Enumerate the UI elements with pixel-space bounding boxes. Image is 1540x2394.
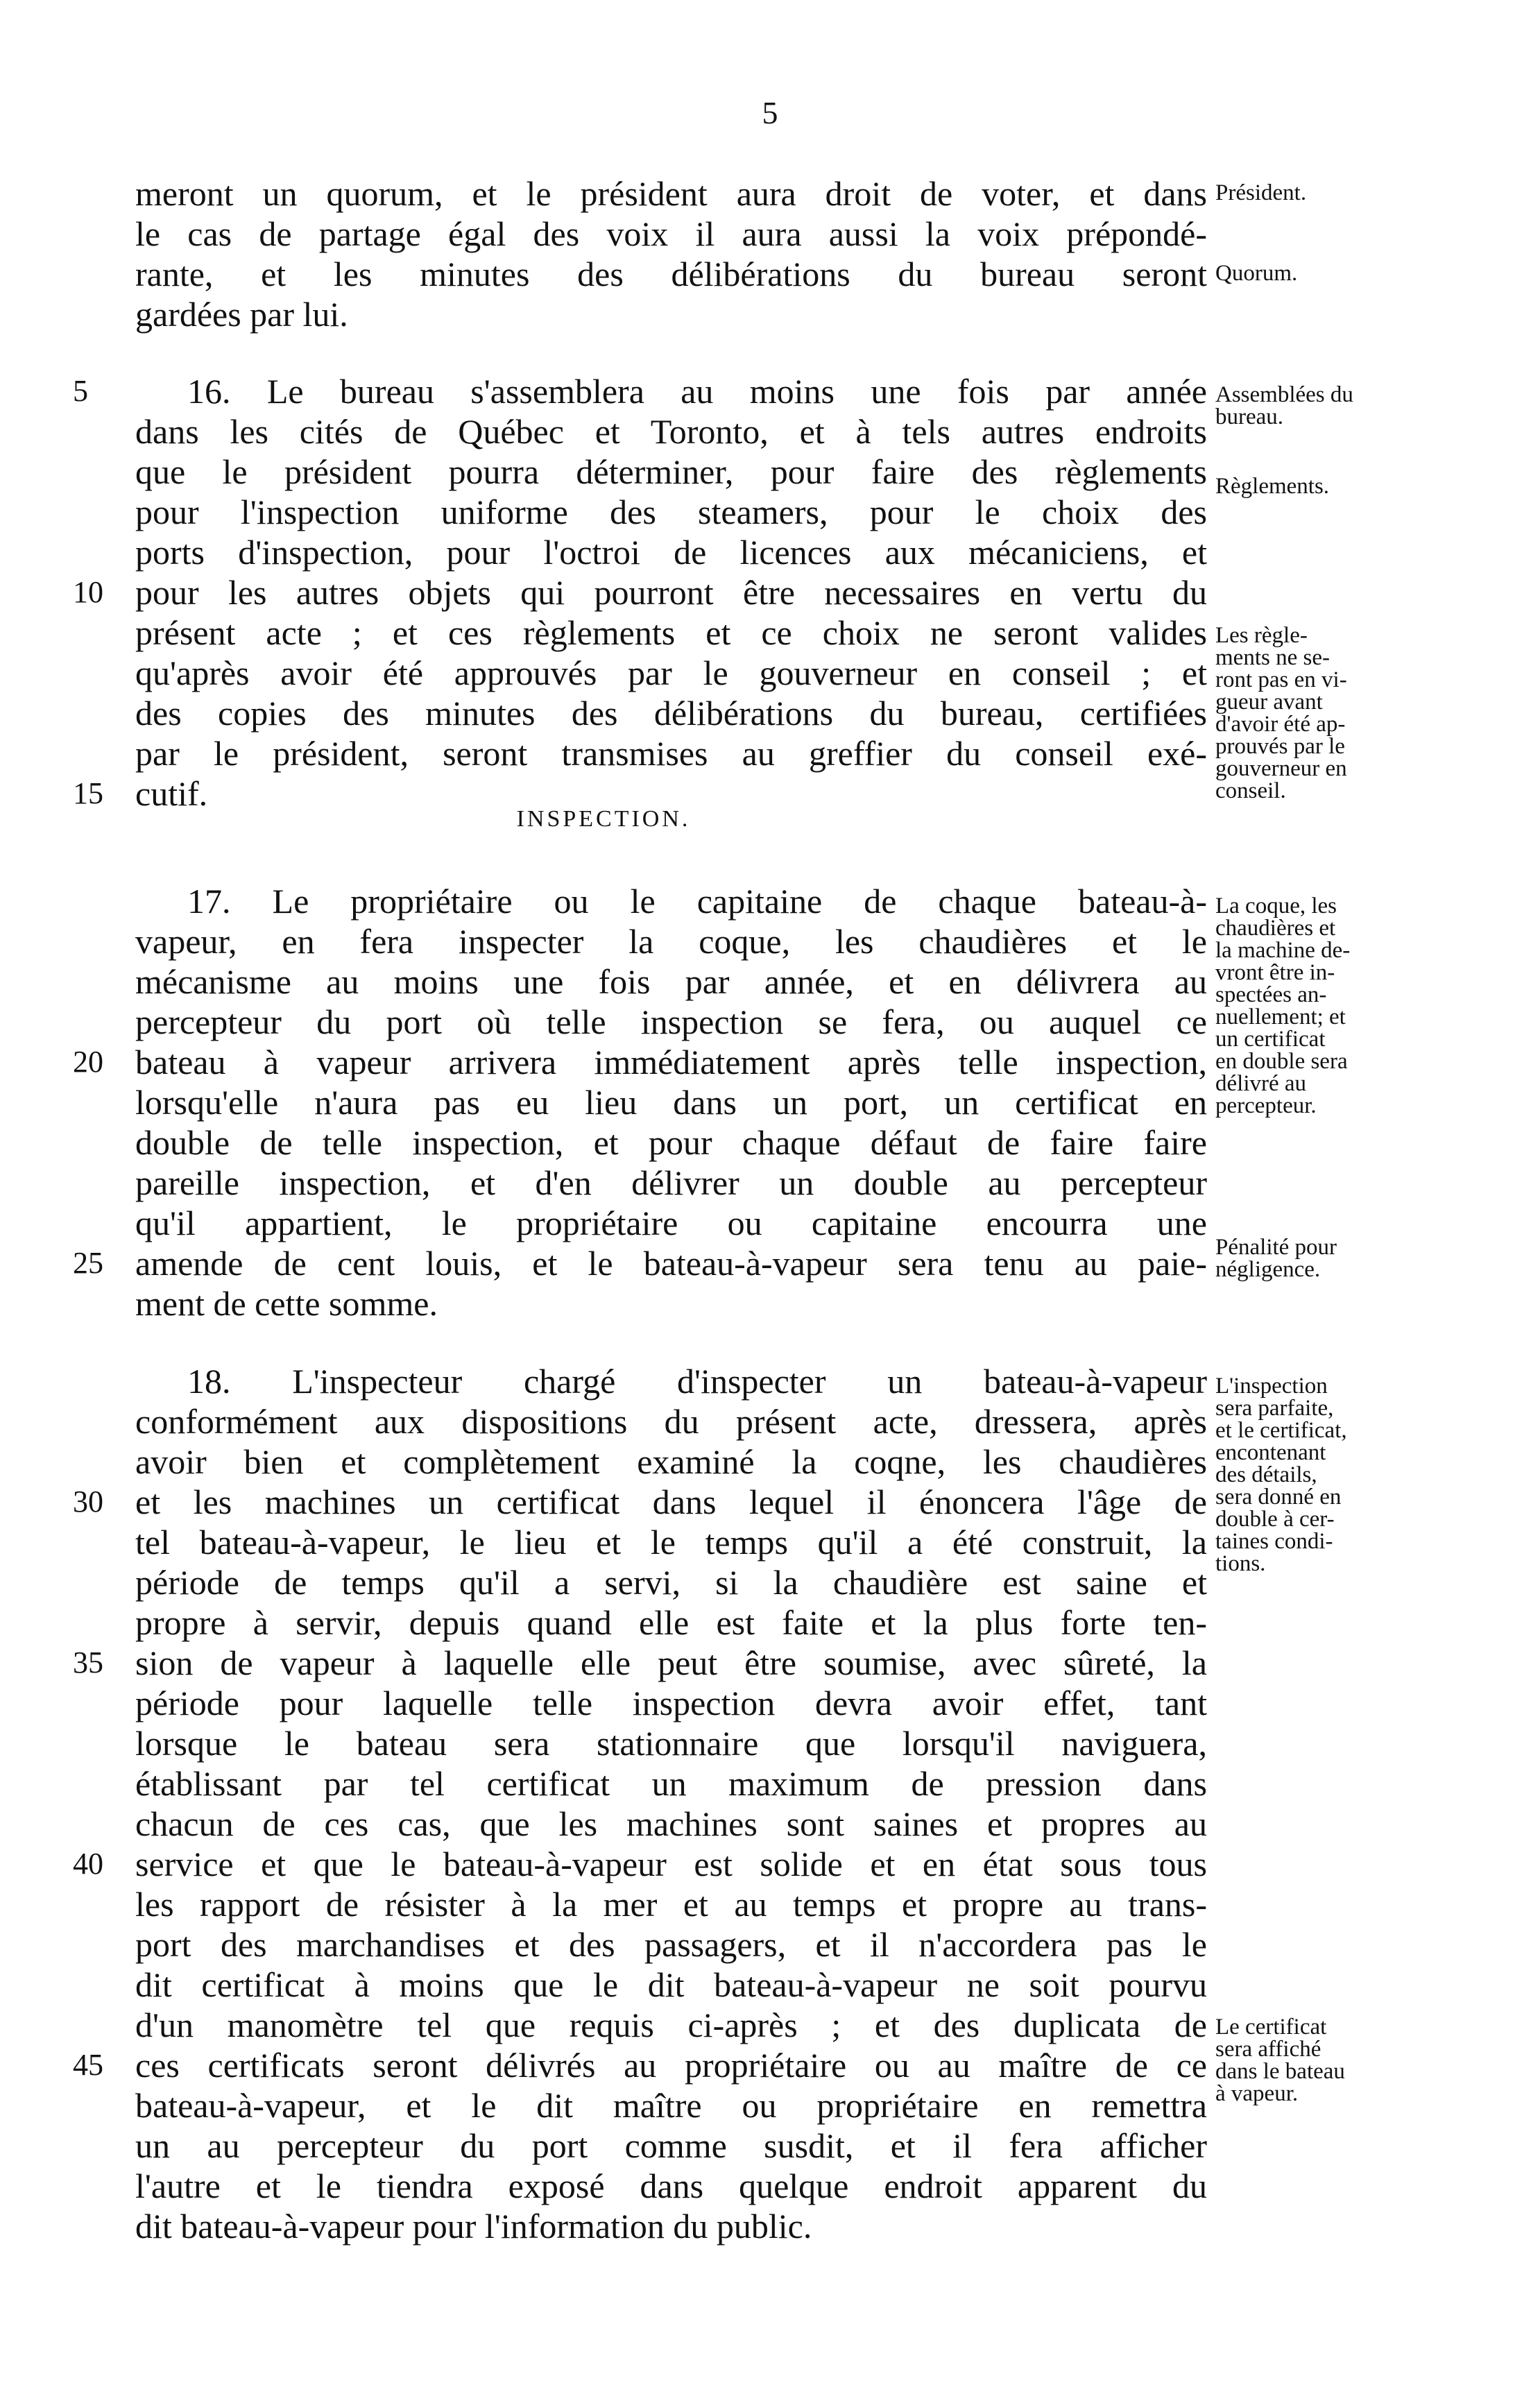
margin-note: [1215, 2016, 1417, 2105]
margin-note: [1215, 624, 1417, 802]
text-line: d'un manomètre tel que requis ci-après ; et des duplicata de: [135, 2006, 1207, 2044]
text-line: pour l'inspection uniforme des steamers, pour le choix des: [135, 493, 1207, 531]
text-line: 16. Le bureau s'assemblera au moins une fois par année: [187, 372, 1207, 411]
text-line: amende de cent louis, et le bateau-à-vapeur sera tenu au paie-: [135, 1244, 1207, 1283]
text-line: rante, et les minutes des délibérations du bureau seront: [135, 255, 1207, 293]
margin-note-line: Quorum.: [1215, 261, 1298, 286]
text-line: percepteur du port où telle inspection se fera, ou auquel ce: [135, 1002, 1207, 1041]
text-line: ports d'inspection, pour l'octroi de licences aux mécaniciens, et: [135, 533, 1207, 572]
margin-note-line: et le certificat,: [1215, 1418, 1347, 1443]
text-line: l'autre et le tiendra exposé dans quelque endroit apparent du: [135, 2166, 1207, 2205]
text-line: meront un quorum, et le président aura droit de voter, et dans: [135, 174, 1207, 213]
margin-note-line: des détails,: [1215, 1462, 1317, 1487]
text-line: période de temps qu'il a servi, si la chaudière est saine et: [135, 1563, 1207, 1602]
margin-note-line: double à cer-: [1215, 1507, 1335, 1532]
text-line: lorsqu'elle n'aura pas eu lieu dans un port, un certificat en: [135, 1083, 1207, 1122]
margin-note-line: percepteur.: [1215, 1093, 1317, 1118]
line-number: 5: [73, 374, 88, 408]
margin-note: [1215, 1375, 1417, 1575]
text-line: un au percepteur du port comme susdit, et il fera afficher: [135, 2126, 1207, 2165]
line-number: 25: [73, 1246, 103, 1280]
line-number: 40: [73, 1847, 103, 1881]
margin-note-line: la machine de-: [1215, 938, 1351, 963]
text-line: dit bateau-à-vapeur pour l'information du public.: [135, 2207, 812, 2246]
margin-note-line: conseil.: [1215, 778, 1286, 803]
page-number: 5: [762, 95, 778, 130]
text-line: gardées par lui.: [135, 295, 348, 334]
text-line: conformément aux dispositions du présent acte, dressera, après: [135, 1402, 1207, 1441]
line-number: 20: [73, 1045, 103, 1079]
text-line: bateau à vapeur arrivera immédiatement après telle inspection,: [135, 1043, 1207, 1081]
margin-note-line: un certificat: [1215, 1027, 1326, 1052]
text-line: bateau-à-vapeur, et le dit maître ou propriétaire en remettra: [135, 2086, 1207, 2125]
margin-note-line: à vapeur.: [1215, 2081, 1299, 2106]
margin-note: [1215, 1236, 1417, 1281]
margin-note-line: délivré au: [1215, 1071, 1307, 1096]
margin-note-line: Président.: [1215, 180, 1307, 205]
text-line: période pour laquelle telle inspection devra avoir effet, tant: [135, 1684, 1207, 1722]
margin-note: [1215, 262, 1417, 284]
line-number: 45: [73, 2048, 103, 2082]
text-line: présent acte ; et ces règlements et ce choix ne seront valides: [135, 613, 1207, 652]
text-line: lorsque le bateau sera stationnaire que lorsqu'il naviguera,: [135, 1724, 1207, 1763]
margin-note: [1215, 895, 1417, 1117]
line-number: 30: [73, 1485, 103, 1519]
text-line: cutif.: [135, 774, 208, 813]
text-line: dans les cités de Québec et Toronto, et à tels autres endroits: [135, 412, 1207, 451]
margin-note-line: gouverneur en: [1215, 756, 1347, 781]
text-line: par le président, seront transmises au greffier du conseil exé-: [135, 734, 1207, 773]
margin-note-line: taines condi-: [1215, 1529, 1333, 1554]
text-line: que le président pourra déterminer, pour faire des règlements: [135, 452, 1207, 491]
margin-note-line: Assemblées du: [1215, 382, 1353, 407]
margin-note-line: d'avoir été ap-: [1215, 712, 1346, 737]
margin-note-line: Le certificat: [1215, 2015, 1327, 2040]
margin-note-line: Pénalité pour: [1215, 1235, 1337, 1260]
margin-note-line: négligence.: [1215, 1257, 1321, 1282]
margin-note-line: ront pas en vi-: [1215, 667, 1347, 692]
margin-note-line: encontenant: [1215, 1440, 1326, 1465]
text-line: pour les autres objets qui pourront être necessaires en vertu du: [135, 573, 1207, 612]
text-line: chacun de ces cas, que les machines sont saines et propres au: [135, 1804, 1207, 1843]
text-line: propre à servir, depuis quand elle est faite et la plus forte ten-: [135, 1603, 1207, 1642]
text-line: pareille inspection, et d'en délivrer un double au percepteur: [135, 1163, 1207, 1202]
margin-note-line: dans le bateau: [1215, 2059, 1345, 2084]
text-line: des copies des minutes des délibérations du bureau, certifiées: [135, 694, 1207, 733]
text-line: qu'il appartient, le propriétaire ou capitaine encourra une: [135, 1204, 1207, 1242]
line-number: 10: [73, 575, 103, 609]
text-line: établissant par tel certificat un maximum de pression dans: [135, 1764, 1207, 1803]
text-line: avoir bien et complètement examiné la coqne, les chaudières: [135, 1442, 1207, 1481]
text-line: tel bateau-à-vapeur, le lieu et le temps qu'il a été construit, la: [135, 1523, 1207, 1562]
margin-note-line: ments ne se-: [1215, 645, 1330, 670]
margin-note-line: tions.: [1215, 1551, 1266, 1576]
margin-note: [1215, 475, 1417, 497]
margin-note-line: nuellement; et: [1215, 1004, 1346, 1029]
text-line: le cas de partage égal des voix il aura aussi la voix prépondé-: [135, 214, 1207, 253]
line-number: 15: [73, 776, 103, 810]
margin-note-line: Règlements.: [1215, 474, 1330, 499]
margin-note: [1215, 384, 1417, 428]
margin-note-line: vront être in-: [1215, 960, 1335, 985]
text-line: sion de vapeur à laquelle elle peut être soumise, avec sûreté, la: [135, 1643, 1207, 1682]
text-line: service et que le bateau-à-vapeur est solide et en état sous tous: [135, 1845, 1207, 1883]
text-line: port des marchandises et des passagers, et il n'accordera pas le: [135, 1925, 1207, 1964]
text-line: double de telle inspection, et pour chaque défaut de faire faire: [135, 1123, 1207, 1162]
margin-note-line: gueur avant: [1215, 690, 1323, 715]
margin-note-line: Les règle-: [1215, 623, 1308, 648]
text-line: dit certificat à moins que le dit bateau-à-vapeur ne soit pourvu: [135, 1965, 1207, 2004]
text-line: ces certificats seront délivrés au propriétaire ou au maître de ce: [135, 2046, 1207, 2085]
margin-note-line: en double sera: [1215, 1049, 1348, 1074]
text-line: mécanisme au moins une fois par année, et en délivrera au: [135, 962, 1207, 1001]
margin-note-line: La coque, les: [1215, 894, 1337, 918]
margin-note-line: spectées an-: [1215, 982, 1327, 1007]
margin-note-line: L'inspection: [1215, 1374, 1328, 1399]
line-number: 35: [73, 1645, 103, 1679]
section-heading: INSPECTION.: [516, 806, 691, 832]
margin-note-line: sera parfaite,: [1215, 1396, 1334, 1421]
margin-note-line: chaudières et: [1215, 916, 1336, 941]
margin-note-line: sera donné en: [1215, 1485, 1342, 1510]
text-line: qu'après avoir été approuvés par le gouverneur en conseil ; et: [135, 653, 1207, 692]
margin-note-line: prouvés par le: [1215, 734, 1345, 759]
text-line: et les machines un certificat dans lequel il énoncera l'âge de: [135, 1482, 1207, 1521]
margin-note: [1215, 182, 1417, 204]
text-line: 17. Le propriétaire ou le capitaine de chaque bateau-à-: [187, 882, 1207, 921]
text-line: ment de cette somme.: [135, 1284, 438, 1323]
text-line: vapeur, en fera inspecter la coque, les chaudières et le: [135, 922, 1207, 961]
margin-note-line: bureau.: [1215, 404, 1284, 429]
text-line: les rapport de résister à la mer et au temps et propre au trans-: [135, 1885, 1207, 1924]
margin-note-line: sera affiché: [1215, 2037, 1321, 2062]
text-line: 18. L'inspecteur chargé d'inspecter un bateau-à-vapeur: [187, 1362, 1207, 1401]
